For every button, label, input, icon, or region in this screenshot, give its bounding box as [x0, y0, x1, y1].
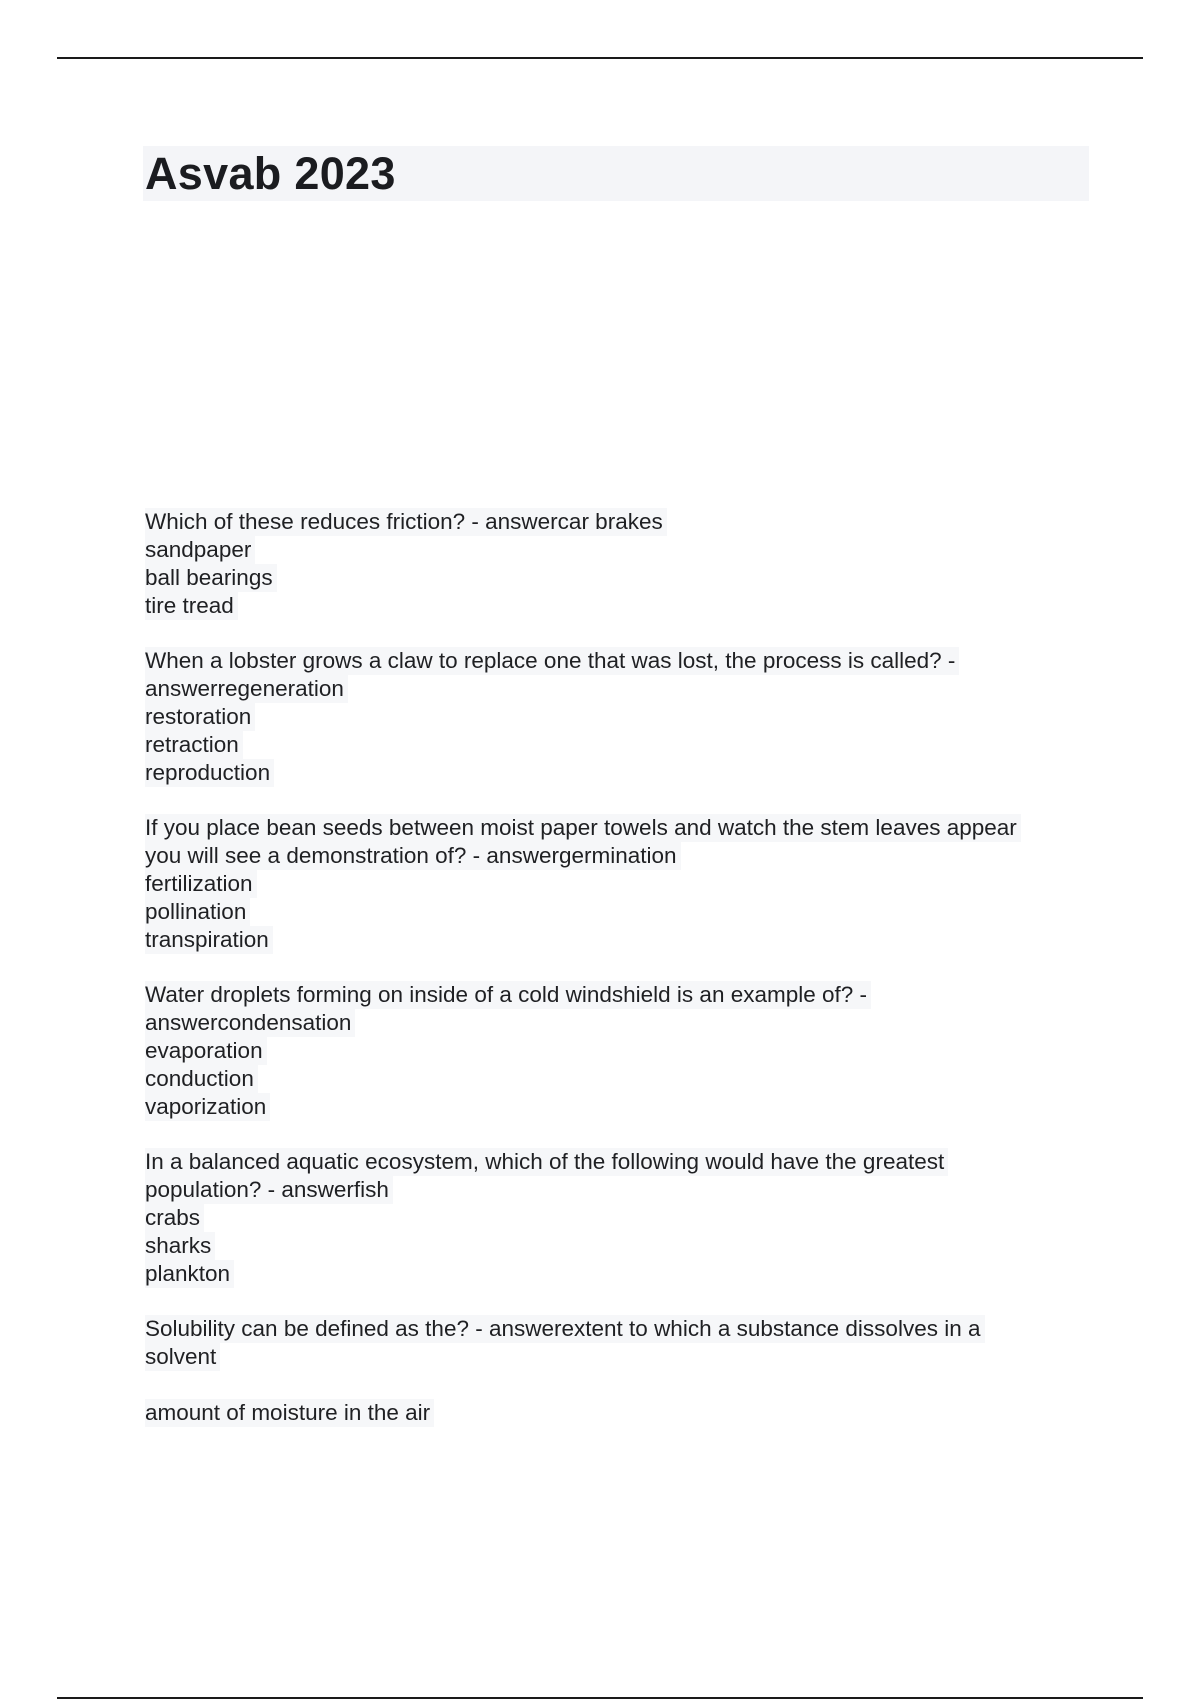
option-line: pollination [145, 898, 250, 926]
question-line: Water droplets forming on inside of a cold windshield is an example of? - [145, 981, 871, 1009]
question-line: you will see a demonstration of? - answergermination [145, 842, 681, 870]
option-line: conduction [145, 1065, 258, 1093]
question-line: population? - answerfish [145, 1176, 393, 1204]
question-line: When a lobster grows a claw to replace one that was lost, the process is called? - [145, 647, 959, 675]
option-line: crabs [145, 1204, 204, 1232]
option-line: amount of moisture in the air [145, 1399, 434, 1427]
option-line: plankton [145, 1260, 234, 1288]
question-line: Solubility can be defined as the? - answerextent to which a substance dissolves in a [145, 1315, 985, 1343]
question-block [145, 647, 1095, 787]
question-line: In a balanced aquatic ecosystem, which of the following would have the greatest [145, 1148, 948, 1176]
option-line: evaporation [145, 1037, 267, 1065]
option-line: tire tread [145, 592, 238, 620]
question-line: If you place bean seeds between moist paper towels and watch the stem leaves appear [145, 814, 1021, 842]
option-line: retraction [145, 731, 243, 759]
question-block [145, 1315, 1095, 1427]
question-block [145, 508, 1095, 620]
option-line: ball bearings [145, 564, 277, 592]
document-title: Asvab 2023 [145, 148, 396, 199]
answer-line: answerregeneration [145, 675, 348, 703]
answer-line: answercondensation [145, 1009, 355, 1037]
question-block [145, 1148, 1095, 1288]
option-line: sharks [145, 1232, 215, 1260]
option-line: vaporization [145, 1093, 270, 1121]
blank-line [145, 1371, 149, 1399]
header-rule [57, 57, 1143, 59]
question-list [145, 508, 1095, 1454]
option-line: sandpaper [145, 536, 255, 564]
option-line: reproduction [145, 759, 274, 787]
question-block [145, 981, 1095, 1121]
option-line: transpiration [145, 926, 273, 954]
question-block [145, 814, 1095, 954]
question-line: Which of these reduces friction? - answercar brakes [145, 508, 667, 536]
answer-line: solvent [145, 1343, 220, 1371]
option-line: restoration [145, 703, 255, 731]
footer-rule [57, 1697, 1143, 1699]
option-line: fertilization [145, 870, 257, 898]
